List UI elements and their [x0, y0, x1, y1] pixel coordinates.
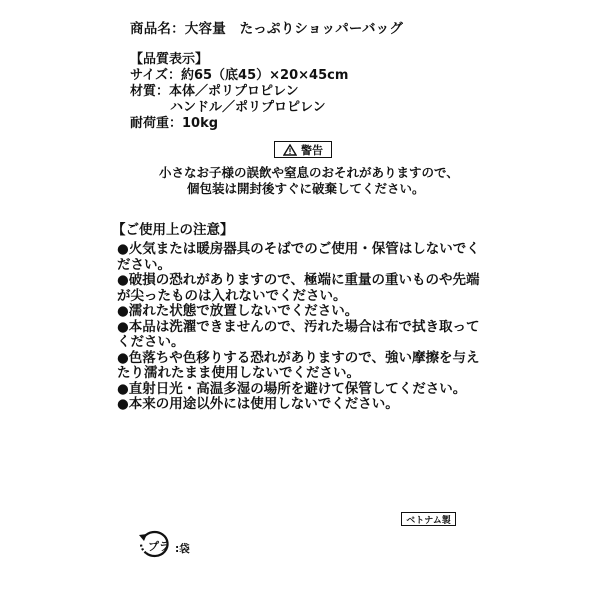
note-text: ●破損の恐れがありますので、極端に重量の重いものや先端が尖ったものは入れないでください。 — [117, 272, 480, 304]
note-item — [117, 273, 487, 304]
recycle-pla-icon — [136, 528, 174, 560]
country-of-origin — [401, 512, 456, 526]
warning-label: 警告 — [301, 143, 323, 157]
recycle-label: :袋 — [175, 542, 190, 555]
spec-material-handle: ハンドル／ポリプロピレン — [170, 100, 326, 115]
notes-heading: 【ご使用上の注意】 — [112, 222, 234, 238]
note-text: ●火気または暖房器具のそばでのご使用・保管はしないでください。 — [117, 241, 480, 273]
origin-label: ベトナム製 — [406, 515, 451, 526]
warning-text-line2: 個包装は開封後すぐに破棄してください。 — [187, 181, 425, 196]
note-text: ●本品は洗濯できませんので、汚れた場合は布で拭き取ってください。 — [117, 318, 480, 350]
recycle-mark-text: プラ — [148, 540, 170, 553]
note-text: ●濡れた状態で放置しないでください。 — [117, 303, 359, 319]
recycle-mark — [136, 528, 190, 560]
product-name: 商品名：大容量 たっぷりショッパーバッグ — [130, 21, 404, 37]
note-item — [117, 397, 487, 413]
note-item — [117, 304, 487, 320]
note-item — [117, 351, 487, 382]
note-item — [117, 320, 487, 351]
note-text: ●本来の用途以外には使用しないでください。 — [117, 396, 399, 412]
spec-material-body: 材質：本体／ポリプロピレン — [130, 84, 299, 99]
warning-triangle-icon — [283, 144, 297, 156]
spec-heading: 【品質表示】 — [130, 52, 209, 67]
note-text: ●直射日光・高温多湿の場所を避けて保管してください。 — [117, 380, 467, 397]
warning-text-line1: 小さなお子様の誤飲や窒息のおそれがありますので、 — [159, 165, 459, 180]
note-text: ●色落ちや色移りする恐れがありますので、強い摩擦を与えたり濡れたまま使用しないでください。 — [117, 349, 480, 381]
note-item — [117, 382, 487, 398]
spec-load-capacity: 耐荷重：10kg — [130, 116, 219, 131]
warning-badge — [274, 141, 332, 158]
notes-list — [117, 242, 487, 413]
spec-size: サイズ：約65（底45）×20×45cm — [130, 68, 349, 83]
note-item — [117, 242, 487, 273]
